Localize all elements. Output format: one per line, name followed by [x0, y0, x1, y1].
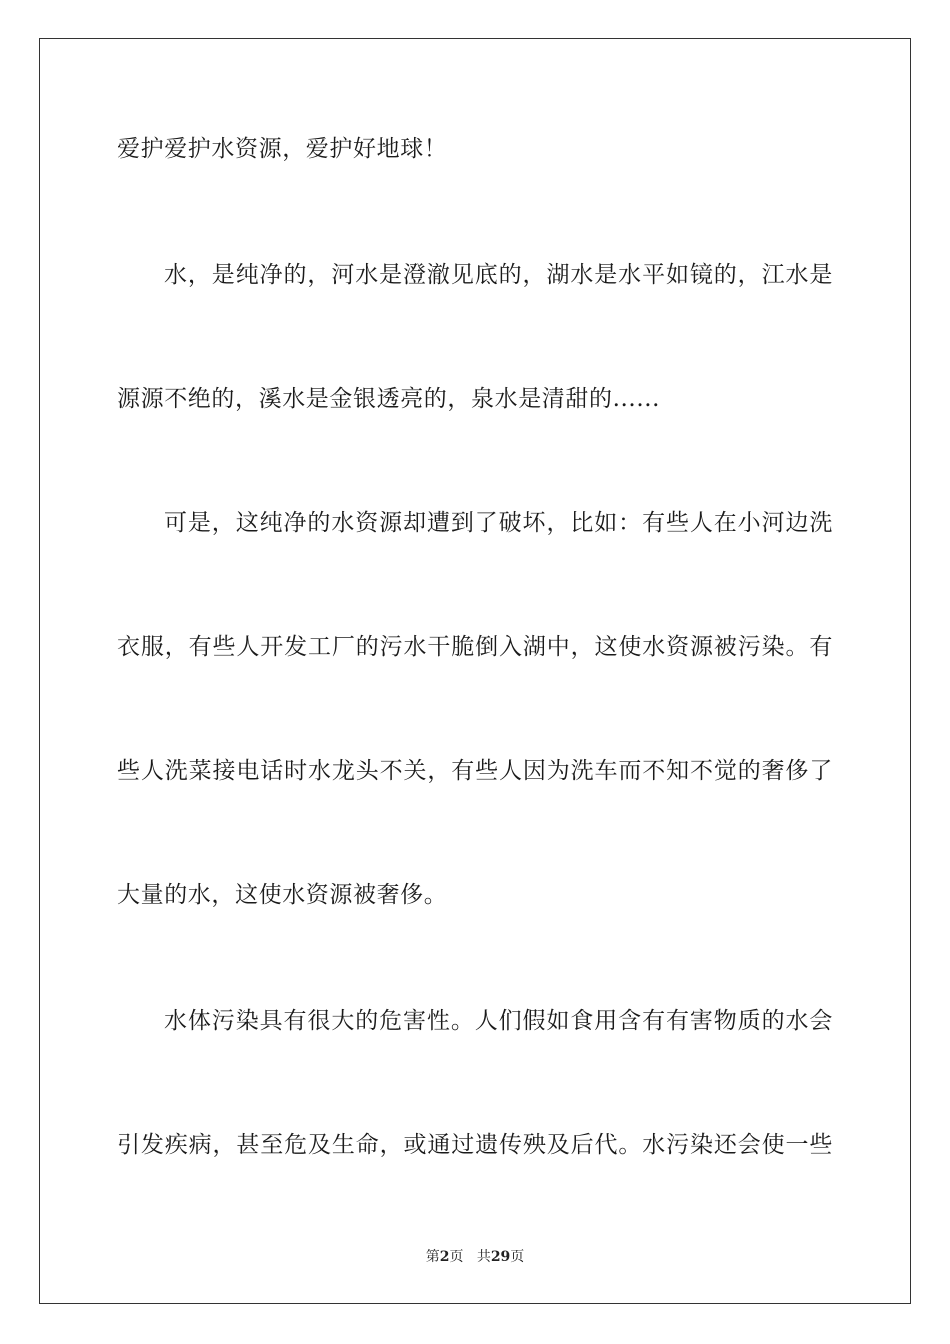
text-line-2: 水，是纯净的，河水是澄澈见底的，湖水是水平如镜的，江水是	[164, 262, 833, 288]
page-number: 2	[439, 1249, 450, 1265]
page-prefix: 第	[425, 1249, 440, 1265]
text-line-3: 源源不绝的，溪水是金银透亮的，泉水是清甜的......	[117, 386, 661, 412]
total-prefix: 共	[476, 1249, 491, 1265]
total-pages: 29	[490, 1249, 511, 1265]
text-line-4: 可是，这纯净的水资源却遭到了破坏，比如：有些人在小河边洗	[164, 510, 833, 536]
text-line-8: 水体污染具有很大的危害性。人们假如食用含有有害物质的水会	[164, 1008, 833, 1034]
page-suffix: 页	[449, 1249, 464, 1265]
page-border	[39, 38, 911, 1304]
total-suffix: 页	[510, 1249, 525, 1265]
text-line-1: 爱护爱护水资源，爱护好地球！	[117, 136, 448, 162]
page-footer	[0, 1248, 950, 1266]
text-line-7: 大量的水，这使水资源被奢侈。	[117, 882, 448, 908]
text-line-9: 引发疾病，甚至危及生命，或通过遗传殃及后代。水污染还会使一些	[117, 1132, 833, 1158]
text-line-6: 些人洗菜接电话时水龙头不关，有些人因为洗车而不知不觉的奢侈了	[117, 758, 833, 784]
text-line-5: 衣服，有些人开发工厂的污水干脆倒入湖中，这使水资源被污染。有	[117, 634, 833, 660]
